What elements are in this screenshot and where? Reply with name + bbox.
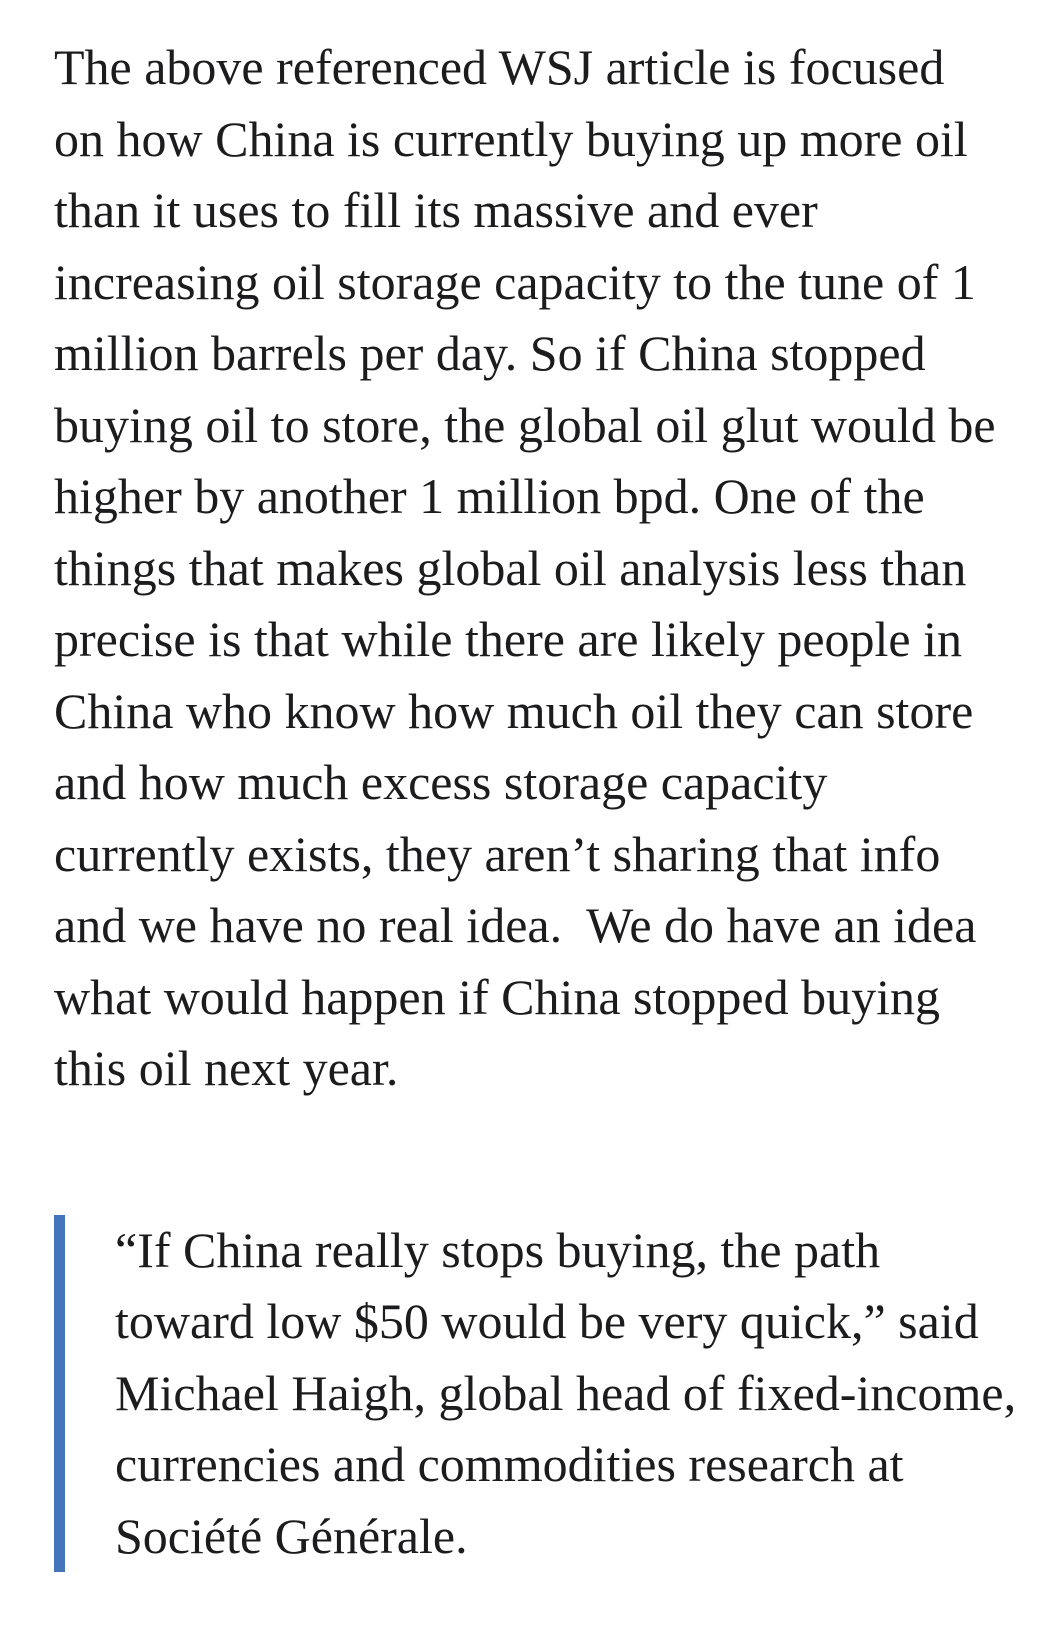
paragraph-line: The above referenced WSJ article is focused [54, 39, 945, 95]
quote-line: “If China really stops buying, the path [115, 1221, 881, 1278]
paragraph-line: this oil next year. [54, 1040, 399, 1096]
paragraph-line: on how China is currently buying up more oil [54, 110, 968, 167]
paragraph-line: buying oil to store, the global oil glut would be [54, 396, 996, 453]
paragraph-line: China who know how much oil they can store [54, 682, 974, 739]
paragraph-line: things that makes global oil analysis less than [54, 539, 967, 596]
paragraph-line: than it uses to fill its massive and ever [54, 182, 818, 238]
paragraph-line: higher by another 1 million bpd. One of the [54, 468, 925, 524]
paragraph-line: and we have no real idea. We do have an idea [54, 897, 977, 953]
paragraph-line: million barrels per day. So if China stopped [54, 325, 926, 381]
paragraph-line: and how much excess storage capacity [54, 754, 828, 810]
pull-quote [54, 1215, 1017, 1573]
quote-line: currencies and commodities research at [115, 1436, 904, 1492]
quote-line: Michael Haigh, global head of fixed-income, [115, 1364, 1017, 1421]
quote-line: Société Générale. [115, 1507, 468, 1564]
paragraph-line: currently exists, they aren’t sharing that info [54, 825, 941, 882]
quote-line: toward low $50 would be very quick,” said [115, 1293, 979, 1349]
article-paragraph [54, 32, 996, 1105]
paragraph-line: what would happen if China stopped buying [54, 968, 940, 1025]
paragraph-line: increasing oil storage capacity to the tune of 1 [54, 253, 976, 310]
paragraph-line: precise is that while there are likely people in [54, 611, 962, 667]
